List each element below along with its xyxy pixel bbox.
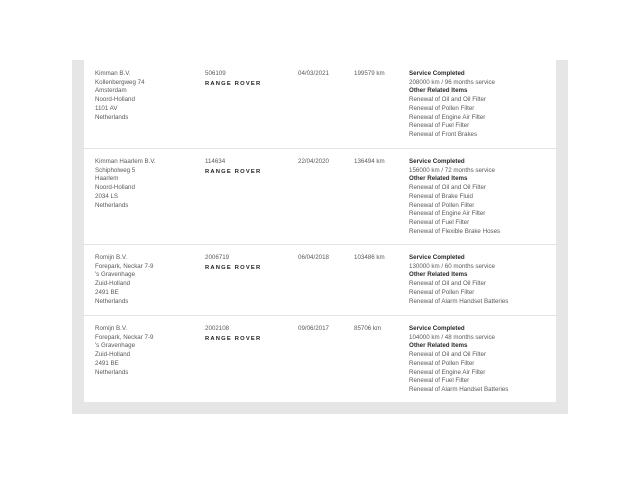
dealer-street: Schipholweg 5: [95, 166, 136, 174]
related-item: Renewal of Fuel Filter: [409, 218, 470, 226]
service-completed-heading: Service Completed: [409, 70, 465, 77]
dealer-name: Kimman B.V.: [95, 70, 131, 77]
dealer-address: [95, 254, 200, 306]
dealer-country: Netherlands: [95, 368, 129, 376]
related-item: Renewal of Pollen Filter: [409, 288, 475, 296]
related-item: Renewal of Oil and Oil Filter: [409, 280, 487, 288]
related-item: Renewal of Engine Air Filter: [409, 210, 486, 218]
dealer-street: Forepark, Neckar 7-9: [95, 333, 154, 341]
invoice-column: [205, 158, 285, 176]
dealer-city: 's Gravenhage: [95, 342, 136, 350]
dealer-province: Noord-Holland: [95, 96, 135, 104]
dealer-postcode: 2491 BE: [95, 288, 119, 296]
invoice-column: [205, 325, 285, 343]
dealer-province: Zuid-Holland: [95, 351, 131, 359]
service-date: 06/04/2018: [298, 254, 329, 261]
invoice-number: 2002108: [205, 325, 230, 332]
other-items-heading: Other Related Items: [409, 271, 468, 279]
related-item: Renewal of Pollen Filter: [409, 201, 475, 209]
invoice-number: 506109: [205, 70, 226, 77]
service-mileage: 85706 km: [354, 325, 382, 332]
related-item: Renewal of Pollen Filter: [409, 359, 475, 367]
related-item: Renewal of Pollen Filter: [409, 104, 475, 112]
invoice-column: [205, 70, 285, 88]
service-interval: 208000 km / 96 months service: [409, 78, 495, 86]
related-item: Renewal of Brake Fluid: [409, 192, 473, 200]
related-item: Renewal of Oil and Oil Filter: [409, 351, 487, 359]
dealer-street: Forepark, Neckar 7-9: [95, 262, 154, 270]
related-item: Renewal of Alarm Handset Batteries: [409, 385, 509, 393]
invoice-number: 114634: [205, 158, 226, 165]
dealer-city: Amsterdam: [95, 87, 127, 95]
other-items-heading: Other Related Items: [409, 175, 468, 183]
range-rover-logo: RANGE ROVER: [205, 80, 262, 87]
range-rover-logo: RANGE ROVER: [205, 335, 262, 342]
other-items-heading: Other Related Items: [409, 342, 468, 350]
other-items-heading: Other Related Items: [409, 87, 468, 95]
dealer-province: Noord-Holland: [95, 184, 135, 192]
dealer-country: Netherlands: [95, 113, 129, 121]
dealer-address: [95, 70, 200, 122]
related-item: Renewal of Oil and Oil Filter: [409, 96, 487, 104]
service-details: [409, 70, 549, 140]
dealer-address: [95, 158, 200, 210]
dealer-name: Kimman Haarlem B.V.: [95, 158, 156, 165]
related-item: Renewal of Oil and Oil Filter: [409, 184, 487, 192]
dealer-street: Kollenbergweg 74: [95, 78, 145, 86]
dealer-postcode: 2034 LS: [95, 192, 119, 200]
service-details: [409, 325, 549, 395]
service-completed-heading: Service Completed: [409, 158, 465, 165]
related-item: Renewal of Alarm Handset Batteries: [409, 297, 509, 305]
related-item: Renewal of Engine Air Filter: [409, 368, 486, 376]
dealer-name: Romijn B.V.: [95, 325, 128, 332]
related-item: Renewal of Fuel Filter: [409, 377, 470, 385]
related-item: Renewal of Engine Air Filter: [409, 113, 486, 121]
dealer-country: Netherlands: [95, 201, 129, 209]
service-date: 09/06/2017: [298, 325, 329, 332]
range-rover-logo: RANGE ROVER: [205, 168, 262, 175]
service-details: [409, 254, 549, 306]
service-date: 22/04/2020: [298, 158, 329, 165]
dealer-city: Haarlem: [95, 175, 119, 183]
service-record: [84, 315, 556, 402]
service-completed-heading: Service Completed: [409, 254, 465, 261]
service-history-card: [84, 60, 556, 402]
range-rover-logo: RANGE ROVER: [205, 264, 262, 271]
dealer-city: 's Gravenhage: [95, 271, 136, 279]
invoice-number: 2006719: [205, 254, 230, 261]
service-record: [84, 60, 556, 149]
dealer-address: [95, 325, 200, 377]
invoice-column: [205, 254, 285, 272]
service-completed-heading: Service Completed: [409, 325, 465, 332]
service-date: 04/03/2021: [298, 70, 329, 77]
service-interval: 156000 km / 72 months service: [409, 166, 495, 174]
related-item: Renewal of Fuel Filter: [409, 122, 470, 130]
service-interval: 104000 km / 48 months service: [409, 333, 495, 341]
service-record: [84, 244, 556, 316]
service-mileage: 199579 km: [354, 70, 385, 77]
dealer-province: Zuid-Holland: [95, 280, 131, 288]
related-item: Renewal of Front Brakes: [409, 130, 478, 138]
dealer-postcode: 2491 BE: [95, 359, 119, 367]
service-mileage: 136494 km: [354, 158, 385, 165]
service-interval: 130000 km / 60 months service: [409, 262, 495, 270]
service-details: [409, 158, 549, 236]
dealer-name: Romijn B.V.: [95, 254, 128, 261]
service-record: [84, 148, 556, 245]
service-mileage: 103486 km: [354, 254, 385, 261]
dealer-country: Netherlands: [95, 297, 129, 305]
related-item: Renewal of Flexible Brake Hoses: [409, 227, 501, 235]
dealer-postcode: 1101 AV: [95, 104, 118, 112]
